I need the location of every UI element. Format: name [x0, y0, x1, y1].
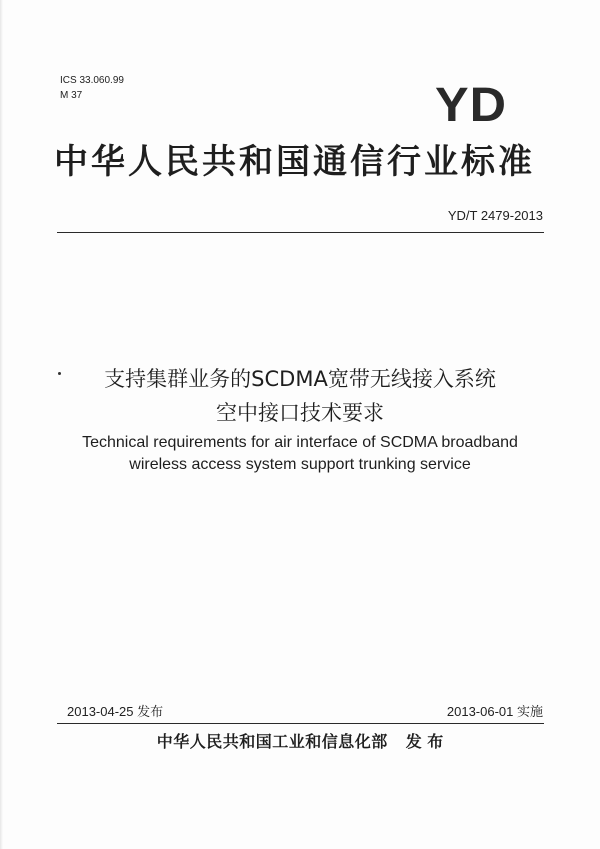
english-title-line-2: wireless access system support trunking service	[129, 456, 471, 473]
standard-number: YD/T 2479-2013	[447, 208, 543, 223]
chinese-title-line-2: 空中接口技术要求	[216, 401, 384, 425]
yd-logo: YD	[435, 79, 508, 132]
english-title-line-1: Technical requirements for air interface of SCDMA broadband	[82, 434, 518, 451]
category-code: M 37	[60, 90, 83, 101]
english-title	[0, 432, 600, 476]
standard-name: 中华人民共和国通信行业标准	[54, 142, 535, 182]
implementation-date: 2013-06-01 实施	[446, 704, 543, 719]
top-divider	[57, 232, 544, 233]
publisher-line	[0, 731, 600, 753]
ics-code: ICS 33.060.99	[60, 75, 124, 86]
issue-date: 2013-04-25 发布	[67, 704, 164, 719]
bottom-divider	[57, 723, 544, 724]
publisher-suffix: 发 布	[405, 732, 444, 751]
classification-codes	[60, 73, 124, 103]
chinese-title	[0, 362, 600, 430]
chinese-title-line-1: 支持集群业务的SCDMA宽带无线接入系统	[104, 367, 496, 391]
publisher-name: 中华人民共和国工业和信息化部	[156, 732, 388, 751]
